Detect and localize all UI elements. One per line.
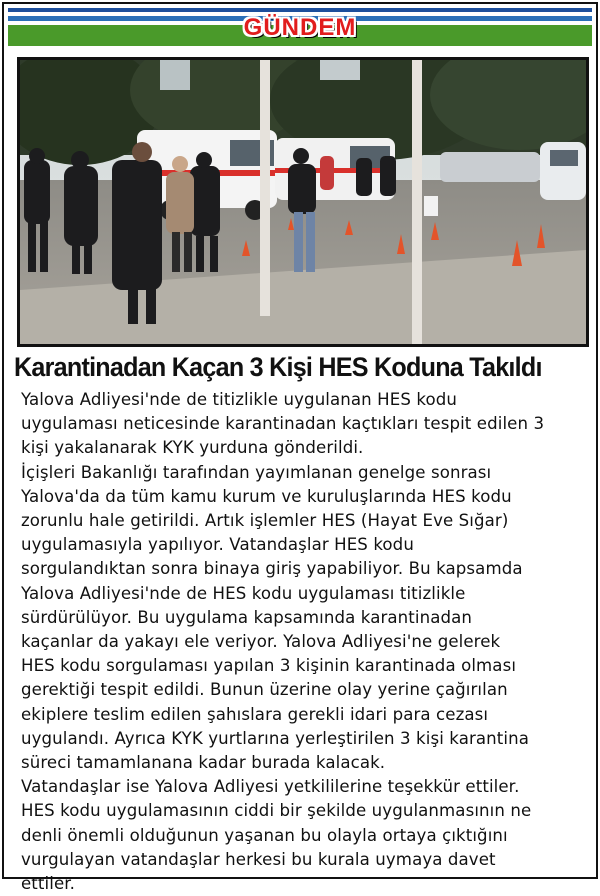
article-line: İçişleri Bakanlığı tarafından yayımlanan genelge sonrası bbox=[21, 462, 492, 482]
article-line: HES kodu sorgulaması yapılan 3 kişinin karantinada olması bbox=[21, 656, 517, 676]
article-line: HES kodu uygulamasının ciddi bir şekilde uygulanmasının ne bbox=[21, 801, 532, 821]
article-line: kaçanlar da yakayı ele veriyor. Yalova Adliyesi'ne gelerek bbox=[21, 632, 501, 652]
article-line: uygulamasıyla yapılıyor. Vatandaşlar HES kodu bbox=[21, 535, 414, 555]
article-line: Yalova'da da tüm kamu kurum ve kuruluşlarında HES kodu bbox=[21, 486, 512, 506]
article-line: ekiplere teslim edilen şahıslara gerekli idari para cezası bbox=[21, 704, 489, 724]
article-body bbox=[21, 388, 586, 896]
article-line: uygulandı. Ayrıca KYK yurtlarına yerleştirilen 3 kişi karantina bbox=[21, 728, 529, 748]
article-line: zorunlu hale getirildi. Artık işlemler HES (Hayat Eve Sığar) bbox=[21, 511, 509, 531]
article-headline: Karantinadan Kaçan 3 Kişi HES Koduna Takıldı bbox=[14, 352, 542, 382]
article-line: Yalova Adliyesi'nde de titizlikle uygulanan HES kodu bbox=[21, 390, 457, 409]
article-photo bbox=[17, 57, 589, 347]
article-line: ettiler. bbox=[21, 874, 76, 894]
article-line: gerektiği tespit edildi. Bunun üzerine olay yerine çağırılan bbox=[21, 680, 508, 700]
courthouse-scene-image bbox=[20, 60, 586, 344]
article-line: süreci tamamlanana kadar burada kalacak. bbox=[21, 753, 386, 773]
article-line: sürdürülüyor. Bu uygulama kapsamında karantinadan bbox=[21, 607, 472, 627]
article-line: Vatandaşlar ise Yalova Adliyesi yetkililerine teşekkür ettiler. bbox=[21, 777, 520, 797]
section-header-bar bbox=[8, 8, 592, 46]
article-line: uygulaması neticesinde karantinadan kaçtıkları tespit edilen 3 bbox=[21, 414, 545, 434]
newspaper-page bbox=[2, 2, 598, 894]
article-line: denli önemli olduğunun yaşanan bu olayla ortaya çıktığını bbox=[21, 825, 508, 845]
article-line: vurgulayan vatandaşlar herkesi bu kurala uymaya davet bbox=[21, 849, 496, 869]
article-line: sorgulandıktan sonra binaya giriş yapabiliyor. Bu kapsamda bbox=[21, 559, 523, 579]
section-label: GÜNDEM bbox=[243, 14, 357, 41]
article-line: kişi yakalanarak KYK yurduna gönderildi. bbox=[21, 438, 364, 458]
article-line: Yalova Adliyesi'nde de HES kodu uygulaması titizlikle bbox=[21, 583, 466, 603]
